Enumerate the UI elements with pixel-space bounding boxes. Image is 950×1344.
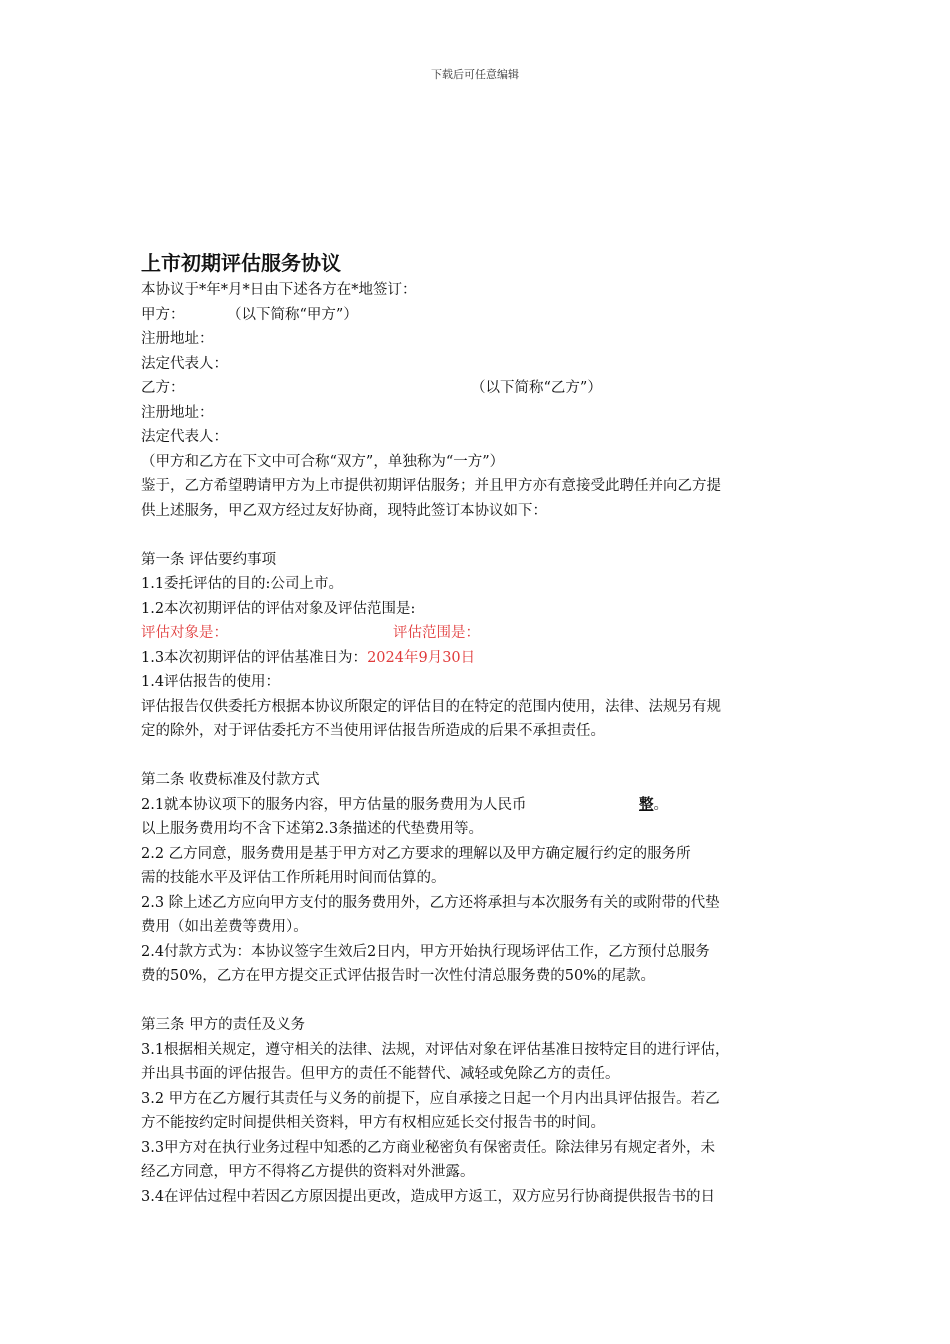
report-usage-line-2: 定的除外，对于评估委托方不当使用评估报告所造成的后果不承担责任。 (141, 723, 605, 739)
clause-2-1-note: 以上服务费用均不含下述第2.3条描述的代垫费用等。 (141, 821, 484, 837)
document-body (141, 248, 816, 1209)
clause-1-4: 1.4评估报告的使用： (141, 674, 281, 690)
party-b-label: 乙方： (141, 380, 185, 396)
clause-2-1 (141, 793, 816, 818)
evaluation-object-label: 评估对象是： (141, 625, 228, 641)
fee-period: 。 (653, 796, 668, 813)
clause-1-3-text: 1.3本次初期评估的评估基准日为： (141, 649, 368, 666)
clause-3-2-line-1: 3.2 甲方在乙方履行其责任与义务的前提下，应自承接之日起一个月内出具评估报告。若乙 (141, 1090, 720, 1107)
fee-amount-suffix (639, 793, 668, 818)
clause-1-3 (141, 646, 816, 671)
clause-3-3-line-1: 3.3甲方对在执行业务过程中知悉的乙方商业秘密负有保密责任。除法律另有规定者外，未 (141, 1139, 716, 1156)
clause-1-1: 1.1委托评估的目的:公司上市。 (141, 576, 343, 592)
clause-3-1-line-1: 3.1根据相关规定，遵守相关的法律、法规，对评估对象在评估基准日按特定目的进行评估， (141, 1041, 730, 1058)
party-b-line (141, 376, 816, 401)
signing-line: 本协议于*年*月*日由下述各方在*地签订： (141, 282, 417, 298)
document-title: 上市初期评估服务协议 (141, 251, 341, 275)
spacer (141, 989, 816, 1014)
clause-2-4-line-1: 2.4付款方式为：本协议签字生效后2日内，甲方开始执行现场评估工作，乙方预付总服务 (141, 943, 710, 960)
clause-2-2-line-1: 2.2 乙方同意，服务费用是基于甲方对乙方要求的理解以及甲方确定履行约定的服务所 (141, 845, 691, 862)
party-b-legal-rep: 法定代表人： (141, 429, 228, 445)
clause-2-4-line-2: 费的50%，乙方在甲方提交正式评估报告时一次性付清总服务费的50%的尾款。 (141, 968, 655, 984)
spacer (141, 744, 816, 769)
whereas-line-1: 鉴于，乙方希望聘请甲方为上市提供初期评估服务；并且甲方亦有意接受此聘任并向乙方提 (141, 478, 721, 494)
spacer (141, 523, 816, 548)
party-a-note: （以下简称“甲方”） (227, 306, 358, 323)
party-b-note: （以下简称“乙方”） (471, 380, 602, 396)
party-a-legal-rep: 法定代表人： (141, 355, 228, 372)
clause-2-2-line-2: 需的技能水平及评估工作所耗用时间而估算的。 (141, 870, 446, 886)
clause-3-4-line-1: 3.4在评估过程中若因乙方原因提出更改，造成甲方返工，双方应另行协商提供报告书的日 (141, 1188, 716, 1205)
party-a-line (141, 303, 816, 328)
clause-1-2: 1.2本次初期评估的评估对象及评估范围是: (141, 600, 416, 617)
clause-2-3-line-1: 2.3 除上述乙方应向甲方支付的服务费用外，乙方还将承担与本次服务有关的或附带的代垫 (141, 894, 720, 911)
clause-3-2-line-2: 方不能按约定时间提供相关资料，甲方有权相应延长交付报告书的时间。 (141, 1115, 605, 1131)
article-3-heading: 第三条 甲方的责任及义务 (141, 1017, 306, 1033)
party-a-label: 甲方： (141, 306, 185, 323)
evaluation-object-line (141, 621, 816, 646)
page-header: 下载后可任意编辑 (431, 68, 519, 81)
party-a-address: 注册地址： (141, 331, 214, 347)
base-date: 2024年9月30日 (367, 649, 476, 666)
fee-whole-mark: 整 (639, 795, 654, 813)
clause-3-3-line-2: 经乙方同意，甲方不得将乙方提供的资料对外泄露。 (141, 1164, 475, 1180)
report-usage-line-1: 评估报告仅供委托方根据本协议所限定的评估目的在特定的范围内使用，法律、法规另有规 (141, 698, 721, 715)
clause-3-1-line-2: 并出具书面的评估报告。但甲方的责任不能替代、减轻或免除乙方的责任。 (141, 1066, 620, 1082)
article-2-heading: 第二条 收费标准及付款方式 (141, 772, 320, 788)
joint-definition: （甲方和乙方在下文中可合称“双方”，单独称为“一方”） (141, 453, 505, 470)
article-1-heading: 第一条 评估要约事项 (141, 551, 277, 568)
evaluation-scope-label: 评估范围是： (393, 625, 480, 641)
clause-2-3-line-2: 费用（如出差费等费用）。 (141, 919, 308, 935)
clause-2-1-text: 2.1就本协议项下的服务内容，甲方估量的服务费用为人民币 (141, 796, 527, 813)
party-b-address: 注册地址： (141, 404, 214, 421)
whereas-line-2: 供上述服务，甲乙双方经过友好协商，现特此签订本协议如下： (141, 502, 547, 519)
